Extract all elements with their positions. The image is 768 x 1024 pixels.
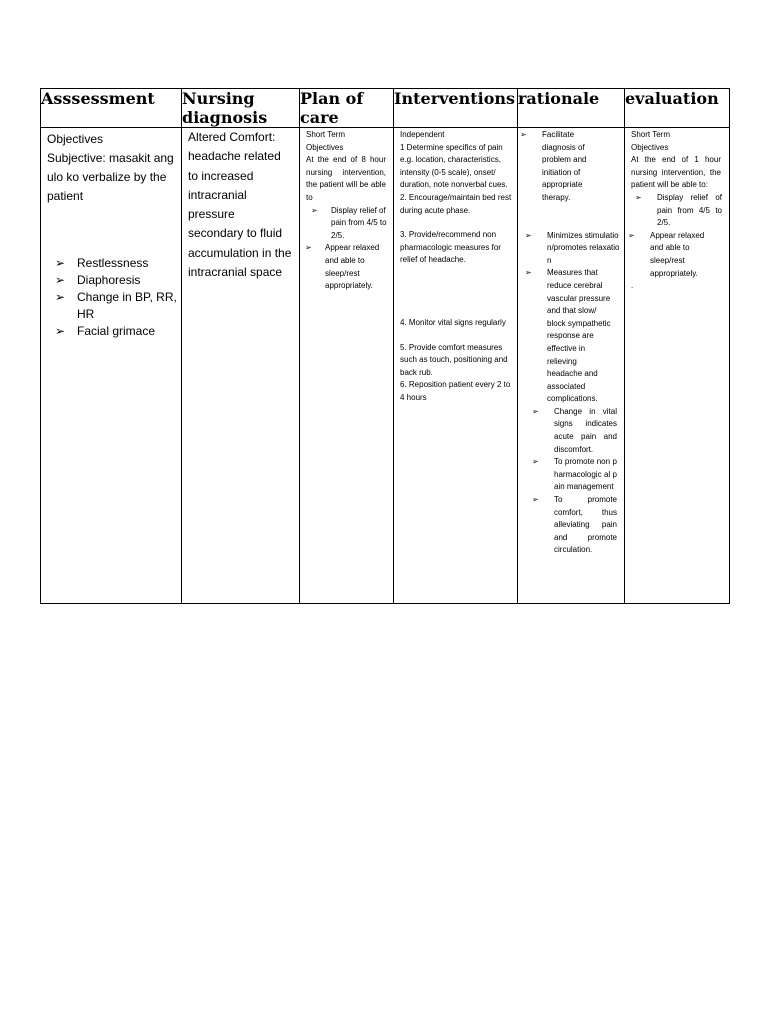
assessment-sign-item: ➢ Restlessness (55, 256, 149, 270)
evaluation-goals-list (628, 192, 723, 280)
plan-intro: At the end of 8 hour nursing intervention, the patient will be able to (306, 155, 386, 202)
plan-goal-item: ➢ Appear relaxed and able to sleep/rest appropriately. (305, 243, 380, 291)
rationale-item: ➢ Facilitate diagnosis of problem and initiation of appropriate therapy. (520, 130, 587, 202)
intervention-item: 6. Reposition patient every 2 to 4 hours (400, 380, 511, 402)
intervention-item: 1 Determine specifics of pain e.g. location, characteristics, intensity (0-5 scale), onset/ duration, note nonverbal cues. (400, 142, 508, 190)
arrow-bullet-icon: ➢ (520, 130, 527, 139)
plan-goals-list (306, 205, 387, 293)
arrow-bullet-icon: ➢ (55, 290, 66, 304)
arrow-bullet-icon: ➢ (305, 243, 312, 253)
arrow-bullet-icon: ➢ (532, 495, 539, 505)
evaluation-cell (625, 128, 730, 604)
assessment-sign-item: ➢ Diaphoresis (55, 273, 141, 287)
arrow-bullet-icon: ➢ (55, 256, 66, 270)
header-nursing-diagnosis: Nursing diagnosis (182, 89, 300, 128)
rationale-sublist (520, 406, 618, 557)
header-row (41, 89, 730, 128)
rationale-list (520, 129, 618, 406)
rationale-subitem: ➢ To promote non pharmacologic al pain management (532, 457, 617, 492)
rationale-cell (518, 128, 625, 604)
plan-cell (300, 128, 394, 604)
intervention-item: 2. Encourage/maintain bed rest during acute phase. (400, 192, 512, 215)
evaluation-heading: Short Term Objectives (631, 130, 670, 152)
arrow-bullet-icon: ➢ (311, 205, 318, 215)
header-evaluation: evaluation (625, 89, 730, 128)
intervention-item: 3. Provide/recommend non pharmacologic measures for relief of headache. (400, 230, 501, 265)
interventions-cell (394, 128, 518, 604)
header-assessment: Asssessment (41, 89, 182, 128)
plan-heading: Short Term Objectives (306, 130, 345, 152)
arrow-bullet-icon: ➢ (532, 457, 539, 467)
plan-goal-item: ➢ Display relief of pain from 4/5 to 2/5. (311, 205, 387, 240)
rationale-item: ➢ Minimizes stimulation/promotes relaxation (525, 230, 620, 265)
diagnosis-cell (182, 128, 300, 604)
assessment-signs-list (47, 255, 175, 340)
assessment-subjective: Subjective: masakit ang ulo ko verbalize by the patient (47, 151, 174, 203)
assessment-sign-item: ➢ Facial grimace (55, 324, 156, 338)
arrow-bullet-icon: ➢ (55, 324, 66, 338)
arrow-bullet-icon: ➢ (635, 192, 642, 202)
nursing-care-plan-table (40, 88, 730, 604)
rationale-subitem: ➢ Change in vital signs indicates acute pain and discomfort. (532, 406, 617, 454)
rationale-item: ➢ Measures that reduce cerebral vascular pressure and that slow/ block sympathetic response are effective in relieving headache and associated complications. (525, 268, 611, 404)
arrow-bullet-icon: ➢ (55, 273, 66, 287)
intervention-item: 5. Provide comfort measures such as touch, positioning and back rub. (400, 342, 508, 377)
evaluation-intro: At the end of 1 hour nursing intervention, the patient will be able to: (631, 155, 721, 190)
assessment-sign-item: ➢ Change in BP, RR, HR (55, 290, 177, 321)
header-plan-of-care: Plan of care (300, 89, 394, 128)
arrow-bullet-icon: ➢ (532, 406, 539, 416)
rationale-subitem: ➢ To promote comfort, thus alleviating pain and promote circulation. (532, 495, 617, 555)
evaluation-goal-item: ➢ Display relief of pain from 4/5 to 2/5. (635, 192, 722, 228)
interventions-heading: Independent (400, 130, 445, 139)
evaluation-end: . (631, 281, 634, 291)
body-row (41, 128, 730, 604)
diagnosis-text: Altered Comfort: headache related to increased intracranial pressure secondary to fluid accumulation in the intracranial space (188, 130, 292, 280)
header-interventions: Interventions (394, 89, 518, 128)
arrow-bullet-icon: ➢ (628, 230, 635, 240)
intervention-item: 4. Monitor vital signs regularly (400, 317, 506, 327)
arrow-bullet-icon: ➢ (525, 268, 532, 278)
header-rationale: rationale (518, 89, 625, 128)
arrow-bullet-icon: ➢ (525, 230, 532, 240)
evaluation-goal-item: ➢ Appear relaxed and able to sleep/rest appropriately. (628, 230, 705, 278)
assessment-cell (41, 128, 182, 604)
assessment-objectives: Objectives (47, 132, 104, 146)
